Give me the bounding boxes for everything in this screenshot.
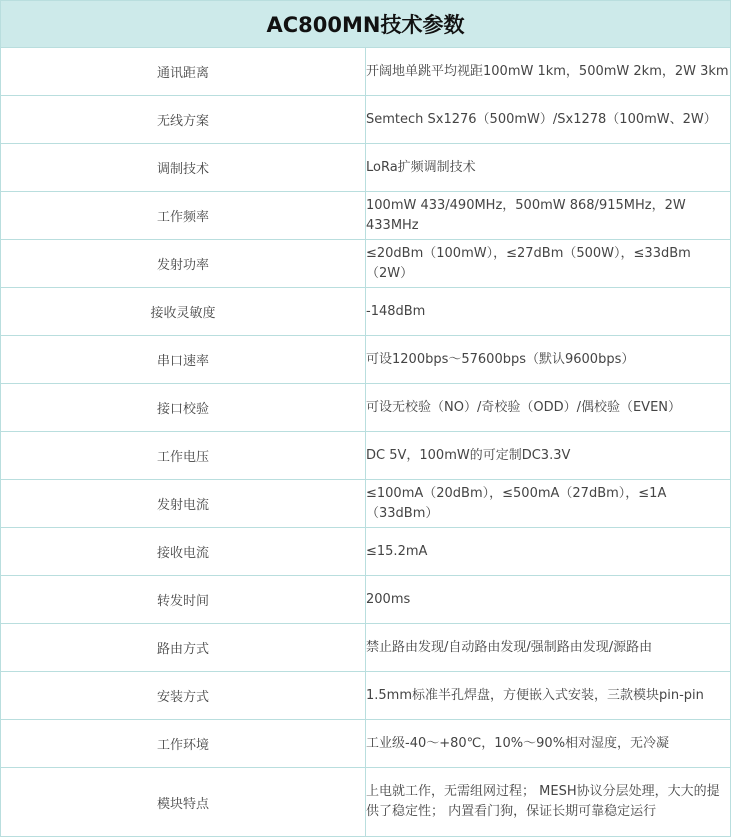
- row-value: 工业级-40～+80℃，10%～90%相对湿度，无冷凝: [366, 720, 731, 768]
- row-label: 接口校验: [1, 384, 366, 432]
- table-row: [1, 96, 731, 144]
- table-title: AC800MN技术参数: [1, 1, 731, 48]
- table-row: [1, 480, 731, 528]
- table-row: [1, 144, 731, 192]
- row-value: 1.5mm标准半孔焊盘，方便嵌入式安装，三款模块pin-pin: [366, 672, 731, 720]
- table-row: [1, 336, 731, 384]
- table-row: [1, 768, 731, 837]
- table-row: [1, 432, 731, 480]
- table-row: [1, 192, 731, 240]
- row-value: ≤15.2mA: [366, 528, 731, 576]
- row-value: 上电就工作，无需组网过程； MESH协议分层处理，大大的提供了稳定性； 内置看门狗，保证长期可靠稳定运行: [366, 768, 731, 837]
- table-row: [1, 528, 731, 576]
- row-label: 通讯距离: [1, 48, 366, 96]
- row-value: 禁止路由发现/自动路由发现/强制路由发现/源路由: [366, 624, 731, 672]
- row-value: ≤100mA（20dBm），≤500mA（27dBm），≤1A（33dBm）: [366, 480, 731, 528]
- row-label: 无线方案: [1, 96, 366, 144]
- row-label: 模块特点: [1, 768, 366, 837]
- row-label: 转发时间: [1, 576, 366, 624]
- row-label: 串口速率: [1, 336, 366, 384]
- row-label: 路由方式: [1, 624, 366, 672]
- row-label: 发射功率: [1, 240, 366, 288]
- row-value: ≤20dBm（100mW），≤27dBm（500W），≤33dBm（2W）: [366, 240, 731, 288]
- row-label: 接收电流: [1, 528, 366, 576]
- table-row: [1, 720, 731, 768]
- row-label: 工作环境: [1, 720, 366, 768]
- row-value: -148dBm: [366, 288, 731, 336]
- row-label: 工作电压: [1, 432, 366, 480]
- row-value: 可设1200bps～57600bps（默认9600bps）: [366, 336, 731, 384]
- row-value: 200ms: [366, 576, 731, 624]
- row-label: 发射电流: [1, 480, 366, 528]
- row-value: Semtech Sx1276（500mW）/Sx1278（100mW、2W）: [366, 96, 731, 144]
- table-row: [1, 48, 731, 96]
- row-label: 工作频率: [1, 192, 366, 240]
- table-row: [1, 576, 731, 624]
- row-value: 100mW 433/490MHz，500mW 868/915MHz，2W 433MHz: [366, 192, 731, 240]
- row-value: 开阔地单跳平均视距100mW 1km，500mW 2km，2W 3km: [366, 48, 731, 96]
- table-row: [1, 384, 731, 432]
- table-row: [1, 240, 731, 288]
- row-label: 调制技术: [1, 144, 366, 192]
- row-value: LoRa扩频调制技术: [366, 144, 731, 192]
- table-row: [1, 624, 731, 672]
- row-label: 安装方式: [1, 672, 366, 720]
- row-label: 接收灵敏度: [1, 288, 366, 336]
- row-value: 可设无校验（NO）/奇校验（ODD）/偶校验（EVEN）: [366, 384, 731, 432]
- table-row: [1, 288, 731, 336]
- table-row: [1, 672, 731, 720]
- row-value: DC 5V，100mW的可定制DC3.3V: [366, 432, 731, 480]
